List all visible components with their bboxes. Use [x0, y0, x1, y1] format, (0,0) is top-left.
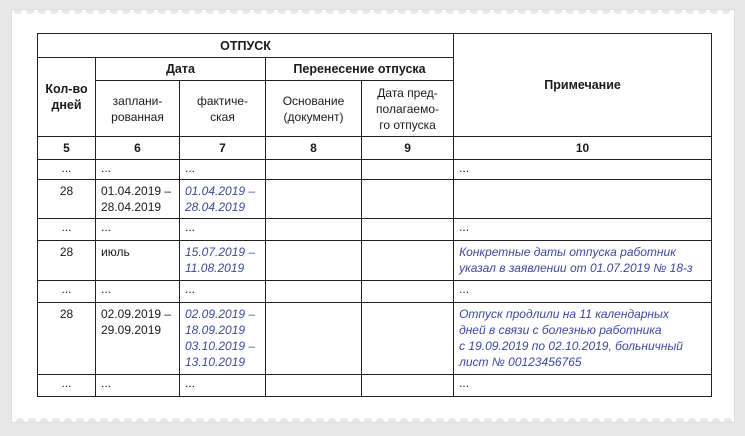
table-row — [38, 180, 712, 219]
planned-cell: июль — [96, 241, 180, 281]
expected-cell — [362, 375, 454, 397]
column-number: 7 — [180, 137, 266, 160]
vacation-table — [37, 33, 712, 397]
header-days: Кол-во дней — [38, 58, 96, 137]
expected-cell — [362, 219, 454, 241]
planned-cell: ... — [96, 160, 180, 180]
header-date-group: Дата — [96, 58, 266, 81]
header-transfer-group: Перенесение отпуска — [266, 58, 454, 81]
header-vacation: ОТПУСК — [38, 34, 454, 58]
days-cell: 28 — [38, 241, 96, 281]
actual-cell: 02.09.2019 – 18.09.2019 03.10.2019 – 13.10.2019 — [180, 303, 266, 375]
days-cell: ... — [38, 281, 96, 303]
note-cell: Конкретные даты отпуска работник указал в заявлении от 01.07.2019 № 18-з — [454, 241, 712, 281]
days-cell: ... — [38, 160, 96, 180]
basis-cell — [266, 375, 362, 397]
note-cell: ... — [454, 281, 712, 303]
table-row — [38, 303, 712, 375]
note-cell: Отпуск продлили на 11 календарных дней в связи с болезнью работника с 19.09.2019 по 02.10.2019, больничный лист № 00123456765 — [454, 303, 712, 375]
basis-cell — [266, 241, 362, 281]
header-planned: заплани- рованная — [96, 81, 180, 137]
planned-cell: ... — [96, 219, 180, 241]
basis-cell — [266, 219, 362, 241]
table-row — [38, 281, 712, 303]
basis-cell — [266, 281, 362, 303]
note-cell — [454, 180, 712, 219]
planned-cell: ... — [96, 375, 180, 397]
planned-cell: ... — [96, 281, 180, 303]
actual-cell: 01.04.2019 – 28.04.2019 — [180, 180, 266, 219]
note-cell: ... — [454, 375, 712, 397]
table-row — [38, 375, 712, 397]
actual-cell: 15.07.2019 – 11.08.2019 — [180, 241, 266, 281]
table-row — [38, 219, 712, 241]
actual-cell: ... — [180, 375, 266, 397]
basis-cell — [266, 180, 362, 219]
actual-cell: ... — [180, 160, 266, 180]
expected-cell — [362, 281, 454, 303]
expected-cell — [362, 241, 454, 281]
column-number: 5 — [38, 137, 96, 160]
expected-cell — [362, 303, 454, 375]
header-note: Примечание — [454, 34, 712, 137]
table-row — [38, 241, 712, 281]
column-number: 10 — [454, 137, 712, 160]
header-basis: Основание (документ) — [266, 81, 362, 137]
planned-cell: 02.09.2019 – 29.09.2019 — [96, 303, 180, 375]
basis-cell — [266, 303, 362, 375]
header-expected: Дата пред- полагаемо- го отпуска — [362, 81, 454, 137]
header-actual: фактиче- ская — [180, 81, 266, 137]
table-row — [38, 160, 712, 180]
note-cell: ... — [454, 219, 712, 241]
expected-cell — [362, 160, 454, 180]
note-cell: ... — [454, 160, 712, 180]
column-number: 6 — [96, 137, 180, 160]
actual-cell: ... — [180, 281, 266, 303]
days-cell: 28 — [38, 180, 96, 219]
basis-cell — [266, 160, 362, 180]
planned-cell: 01.04.2019 – 28.04.2019 — [96, 180, 180, 219]
days-cell: ... — [38, 219, 96, 241]
expected-cell — [362, 180, 454, 219]
actual-cell: ... — [180, 219, 266, 241]
days-cell: 28 — [38, 303, 96, 375]
document-sheet — [12, 10, 734, 422]
column-number: 8 — [266, 137, 362, 160]
column-number: 9 — [362, 137, 454, 160]
days-cell: ... — [38, 375, 96, 397]
